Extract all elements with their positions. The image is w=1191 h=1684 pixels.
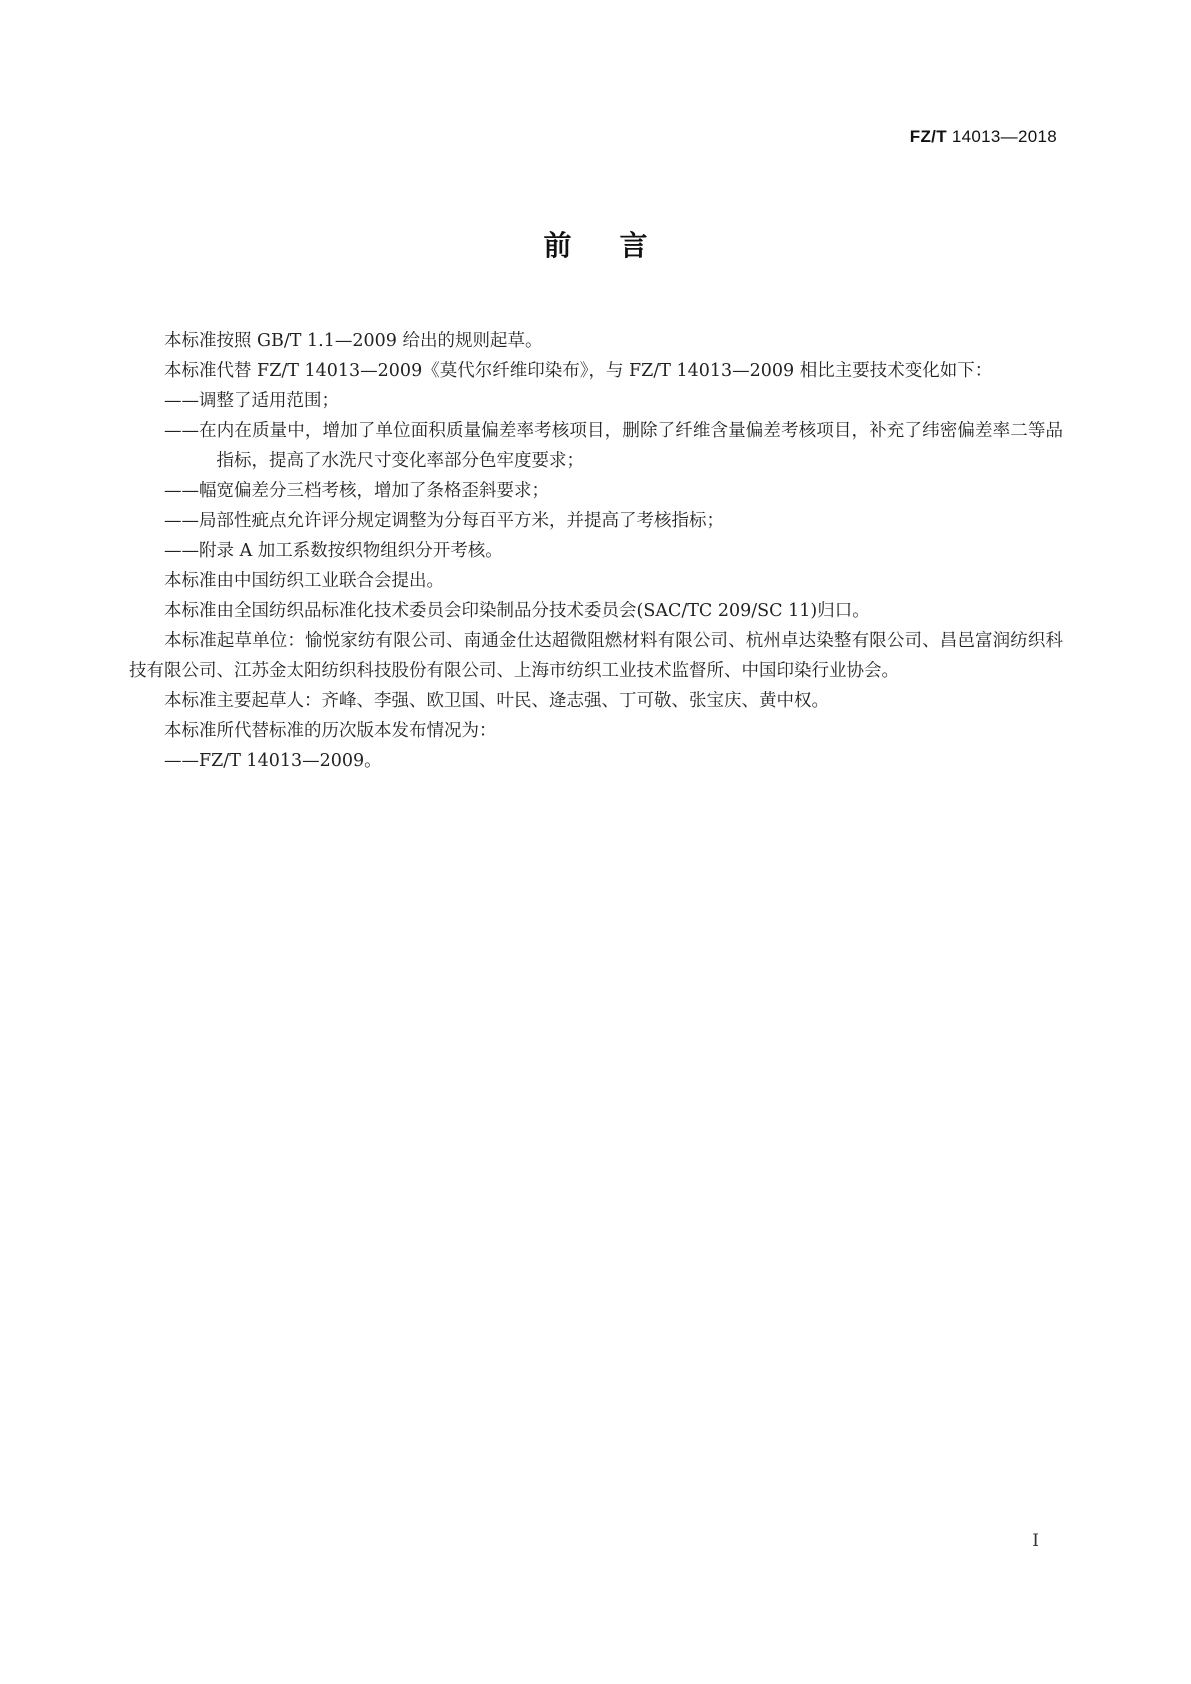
- page-title: 前言: [543, 229, 696, 262]
- paragraph-drafters: 本标准主要起草人：齐峰、李强、欧卫国、叶民、逄志强、丁可敬、张宝庆、黄中权。: [164, 691, 829, 711]
- paragraph-replacement: 本标准代替 FZ/T 14013—2009《莫代尔纤维印染布》，与 FZ/T 14013—2009 相比主要技术变化如下：: [164, 361, 993, 381]
- standard-code-number: 14013—2018: [951, 127, 1057, 146]
- standard-code: [910, 127, 1057, 147]
- foreword-body: [129, 326, 1063, 776]
- change-item-appendix-a: ——附录 A 加工系数按织物组织分开考核。: [164, 541, 503, 561]
- version-history-item: ——FZ/T 14013—2009。: [164, 751, 382, 771]
- change-item-intrinsic-quality: ——在内在质量中，增加了单位面积质量偏差率考核项目，删除了纤维含量偏差考核项目，补充了纬密偏差率二等品指标，提高了水洗尺寸变化率部分色牢度要求；: [164, 421, 1063, 471]
- paragraph-proposed-by: 本标准由中国纺织工业联合会提出。: [164, 571, 444, 591]
- change-item-defects: ——局部性疵点允许评分规定调整为分每百平方米，并提高了考核指标；: [164, 511, 724, 531]
- paragraph-drafting-units: 本标准起草单位：愉悦家纺有限公司、南通金仕达超微阻燃材料有限公司、杭州卓达染整有限公司、昌邑富润纺织科技有限公司、江苏金太阳纺织科技股份有限公司、上海市纺织工业技术监督所、中国印染行业协会。: [129, 631, 1063, 681]
- paragraph-under-jurisdiction: 本标准由全国纺织品标准化技术委员会印染制品分技术委员会(SAC/TC 209/SC 11)归口。: [164, 601, 870, 621]
- standard-code-prefix: FZ/T: [909, 127, 947, 146]
- paragraph-version-history: 本标准所代替标准的历次版本发布情况为：: [164, 721, 497, 741]
- change-item-scope: ——调整了适用范围；: [164, 391, 339, 411]
- page-number: I: [1032, 1531, 1039, 1551]
- change-item-width-deviation: ——幅宽偏差分三档考核，增加了条格歪斜要求；: [164, 481, 549, 501]
- paragraph-drafting-rules: 本标准按照 GB/T 1.1—2009 给出的规则起草。: [164, 331, 543, 351]
